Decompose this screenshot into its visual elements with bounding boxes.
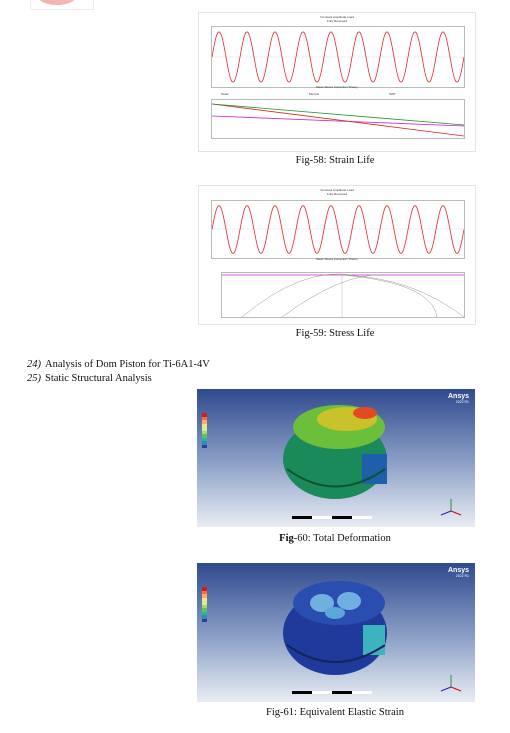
bottom-chart-title: Mean Stress Correction Theory: [316, 85, 358, 89]
heading-25-number: 25): [27, 373, 41, 384]
bottom-chart-title-2: Mean Stress Correction Theory: [316, 257, 358, 261]
sine-wave-2: [212, 201, 464, 258]
sine-plot: [211, 26, 465, 88]
top-chart-subtitle-2: Fully Reversed: [326, 192, 347, 196]
legend-strain: Strain: [221, 92, 229, 96]
ansys-logo: Ansys 2022 R1: [447, 393, 469, 404]
line-morrow: [212, 104, 464, 136]
scale-bar: [292, 516, 372, 519]
top-chart-title: Constant Amplitude Load: [320, 15, 354, 19]
piston-model-deformation: [277, 399, 397, 509]
sine-wave: [212, 27, 464, 87]
heading-24-text: Analysis of Dom Piston for Ti-6A1-4V: [45, 359, 210, 370]
mean-stress-plot: [211, 99, 465, 139]
equivalent-strain-figure: [197, 563, 475, 702]
deformation-legend: [202, 413, 208, 448]
caption-fig58: Fig-58: Strain Life: [295, 155, 375, 166]
top-chart-title-2: Constant Amplitude Load: [320, 188, 354, 192]
caption-fig59: Fig-59: Stress Life: [295, 328, 375, 339]
heading-25-text: Static Structural Analysis: [45, 373, 152, 384]
caption-fig60-rest: -60: Total Deformation: [293, 533, 391, 544]
line-swt: [212, 104, 464, 125]
legend-swt: SWT: [389, 92, 396, 96]
stress-life-figure: [198, 185, 476, 325]
ansys-logo-2: Ansys 2022 R1: [447, 567, 469, 578]
heading-25: [27, 373, 152, 384]
mean-stress-plot-2: [221, 272, 465, 318]
total-deformation-figure: [197, 389, 475, 527]
axis-triad: [439, 497, 463, 519]
top-chart-subtitle: Fully Reversed: [326, 19, 347, 23]
line-strain: [212, 116, 464, 126]
heading-24-number: 24): [27, 359, 41, 370]
scale-bar-2: [292, 691, 372, 694]
caption-fig60: [80, 533, 510, 544]
caption-fig60-prefix: Fig: [279, 533, 294, 544]
strain-legend: [202, 587, 208, 622]
logo-partial: [30, 0, 94, 10]
mean-stress-curves: [222, 273, 464, 317]
mean-stress-lines: [212, 100, 464, 138]
axis-triad-2: [439, 673, 463, 695]
strain-life-figure: [198, 12, 476, 152]
piston-model-strain: [277, 573, 397, 683]
legend-morrow: Morrow: [309, 92, 320, 96]
heading-24: [27, 359, 210, 370]
sine-plot-2: [211, 200, 465, 259]
caption-fig61: Fig-61: Equivalent Elastic Strain: [266, 707, 404, 718]
